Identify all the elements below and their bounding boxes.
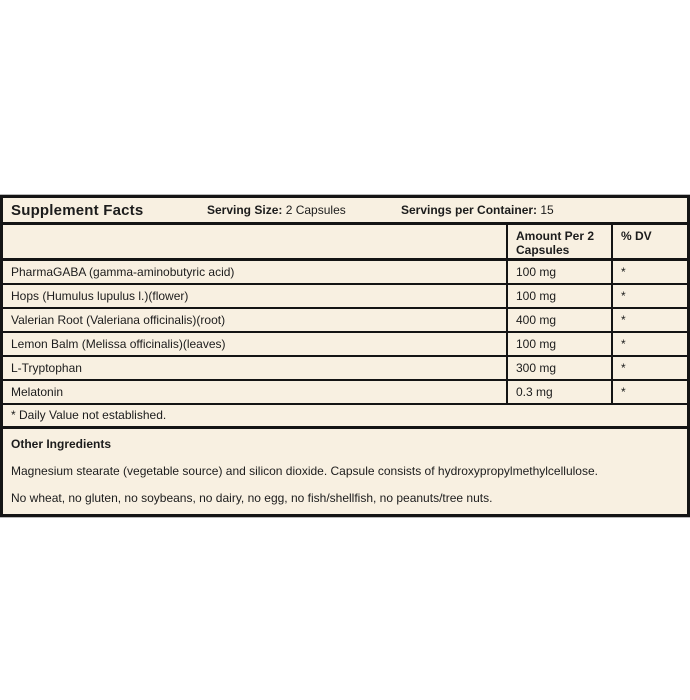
ingredient-name: Valerian Root (Valeriana officinalis)(root) (11, 313, 226, 327)
servings-per-container (401, 203, 554, 217)
column-header-dv: % DV (611, 225, 687, 258)
ingredient-dv: * (611, 381, 687, 403)
table-row (3, 261, 687, 285)
servings-per-container-label: Servings per Container: (401, 203, 538, 217)
daily-value-footnote: * Daily Value not established. (3, 405, 687, 429)
ingredient-amount: 0.3 mg (506, 381, 611, 403)
ingredient-dv: * (611, 309, 687, 331)
other-ingredients-heading: Other Ingredients (11, 437, 112, 451)
ingredient-name: PharmaGABA (gamma-aminobutyric acid) (11, 265, 235, 279)
ingredient-amount: 400 mg (506, 309, 611, 331)
ingredient-amount: 300 mg (506, 357, 611, 379)
ingredient-dv: * (611, 357, 687, 379)
column-header-ingredient (3, 225, 506, 258)
table-row (3, 381, 687, 405)
ingredient-name: Melatonin (11, 385, 64, 399)
table-row (3, 309, 687, 333)
other-ingredients-line1: Magnesium stearate (vegetable source) and silicon dioxide. Capsule consists of hydroxypropylmethylcellulose. (11, 464, 598, 478)
ingredient-dv: * (611, 285, 687, 307)
supplement-facts-panel (0, 195, 690, 517)
table-row (3, 357, 687, 381)
servings-per-container-value: 15 (540, 203, 554, 217)
table-row (3, 333, 687, 357)
ingredient-amount: 100 mg (506, 261, 611, 283)
serving-size-label: Serving Size: (207, 203, 283, 217)
serving-size-value: 2 Capsules (285, 203, 346, 217)
panel-title: Supplement Facts (11, 201, 144, 219)
ingredient-amount: 100 mg (506, 333, 611, 355)
ingredient-amount: 100 mg (506, 285, 611, 307)
ingredient-name: Hops (Humulus lupulus l.)(flower) (11, 289, 189, 303)
ingredient-name: Lemon Balm (Melissa officinalis)(leaves) (11, 337, 226, 351)
other-ingredients-line2: No wheat, no gluten, no soybeans, no dairy, no egg, no fish/shellfish, no peanuts/tree nuts. (11, 491, 493, 505)
ingredient-dv: * (611, 333, 687, 355)
column-header-row (3, 225, 687, 261)
column-header-amount: Amount Per 2 Capsules (506, 225, 611, 258)
serving-size (207, 203, 346, 217)
facts-header-row (3, 198, 687, 225)
ingredient-dv: * (611, 261, 687, 283)
table-row (3, 285, 687, 309)
other-ingredients-section (3, 429, 687, 514)
ingredient-name: L-Tryptophan (11, 361, 82, 375)
